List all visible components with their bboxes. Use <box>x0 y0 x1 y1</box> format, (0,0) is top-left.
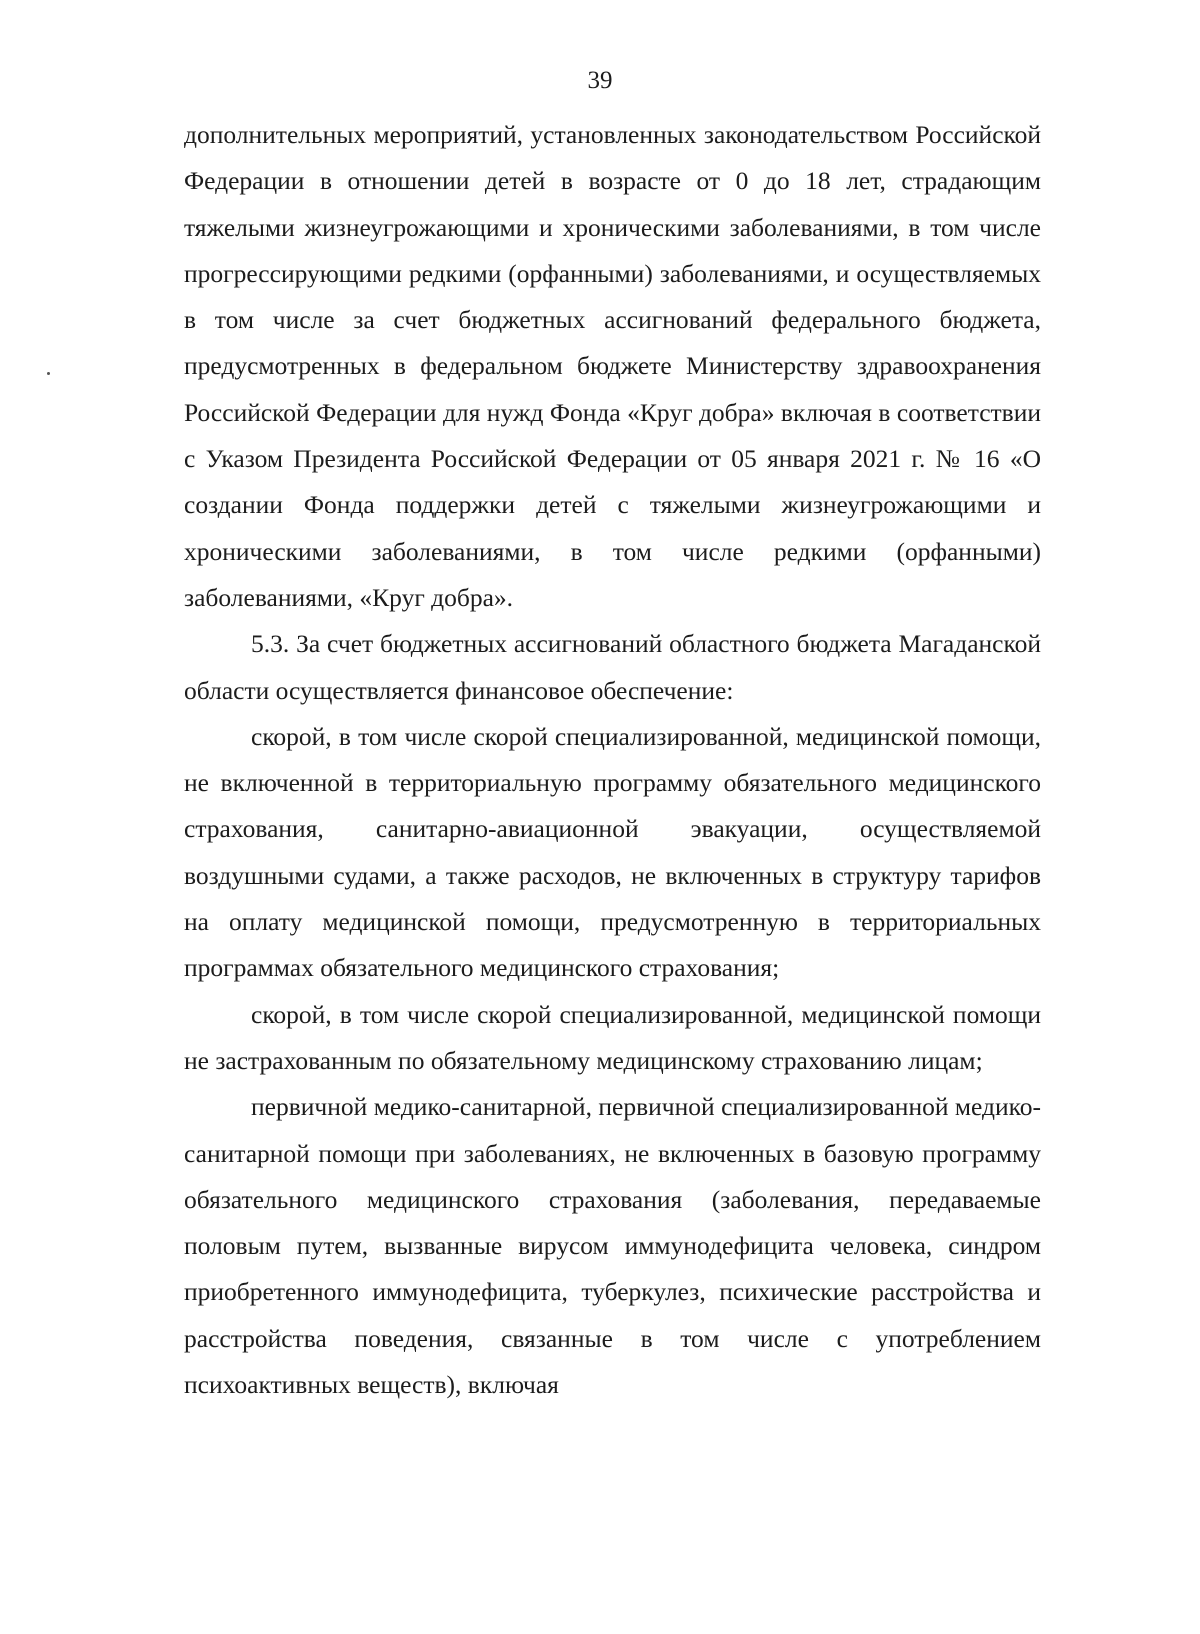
paragraph-section-5-3: 5.3. За счет бюджетных ассигнований областного бюджета Магаданской области осуществляется финансовое обеспечение: <box>184 629 1041 705</box>
paragraph-uninsured-care: скорой, в том числе скорой специализированной, медицинской помощи не застрахованным по обязательному медицинскому страхованию лицам; <box>184 999 1041 1075</box>
scan-speck <box>47 372 50 375</box>
paragraph-emergency-care: скорой, в том числе скорой специализированной, медицинской помощи, не включенной в территориальную программу обязательного медицинского страхования, санитарно-авиационной эвакуации, осуществляемой воздушными судами, а также расходов, не включенных в структуру тарифов на оплату медицинской помощи, предусмотренную в территориальных программах обязательного медицинского страхования; <box>184 721 1041 983</box>
paragraph-primary-care: первичной медико-санитарной, первичной специализированной медико-санитарной помощи при заболеваниях, не включенных в базовую программу обязательного медицинского страхования (заболевания, передаваемые половым путем, вызванные вирусом иммунодефицита человека, синдром приобретенного иммунодефицита, туберкулез, психические расстройства и расстройства поведения, связанные в том числе с употреблением психоактивных веществ), включая <box>184 1092 1041 1400</box>
document-body <box>184 112 1041 1408</box>
paragraph-continuation: дополнительных мероприятий, установленных законодательством Российской Федерации в отношении детей в возрасте от 0 до 18 лет, страдающим тяжелыми жизнеугрожающими и хроническими заболеваниями, в том числе прогрессирующими редкими (орфанными) заболеваниями, и осуществляемых в том числе за счет бюджетных ассигнований федерального бюджета, предусмотренных в федеральном бюджете Министерству здравоохранения Российской Федерации для нужд Фонда «Круг добра» включая в соответствии с Указом Президента Российской Федерации от 05 января 2021 г. № 16 «О создании Фонда поддержки детей с тяжелыми жизнеугрожающими и хроническими заболеваниями, в том числе редкими (орфанными) заболеваниями, «Круг добра». <box>184 120 1041 612</box>
page-number: 39 <box>587 67 613 94</box>
